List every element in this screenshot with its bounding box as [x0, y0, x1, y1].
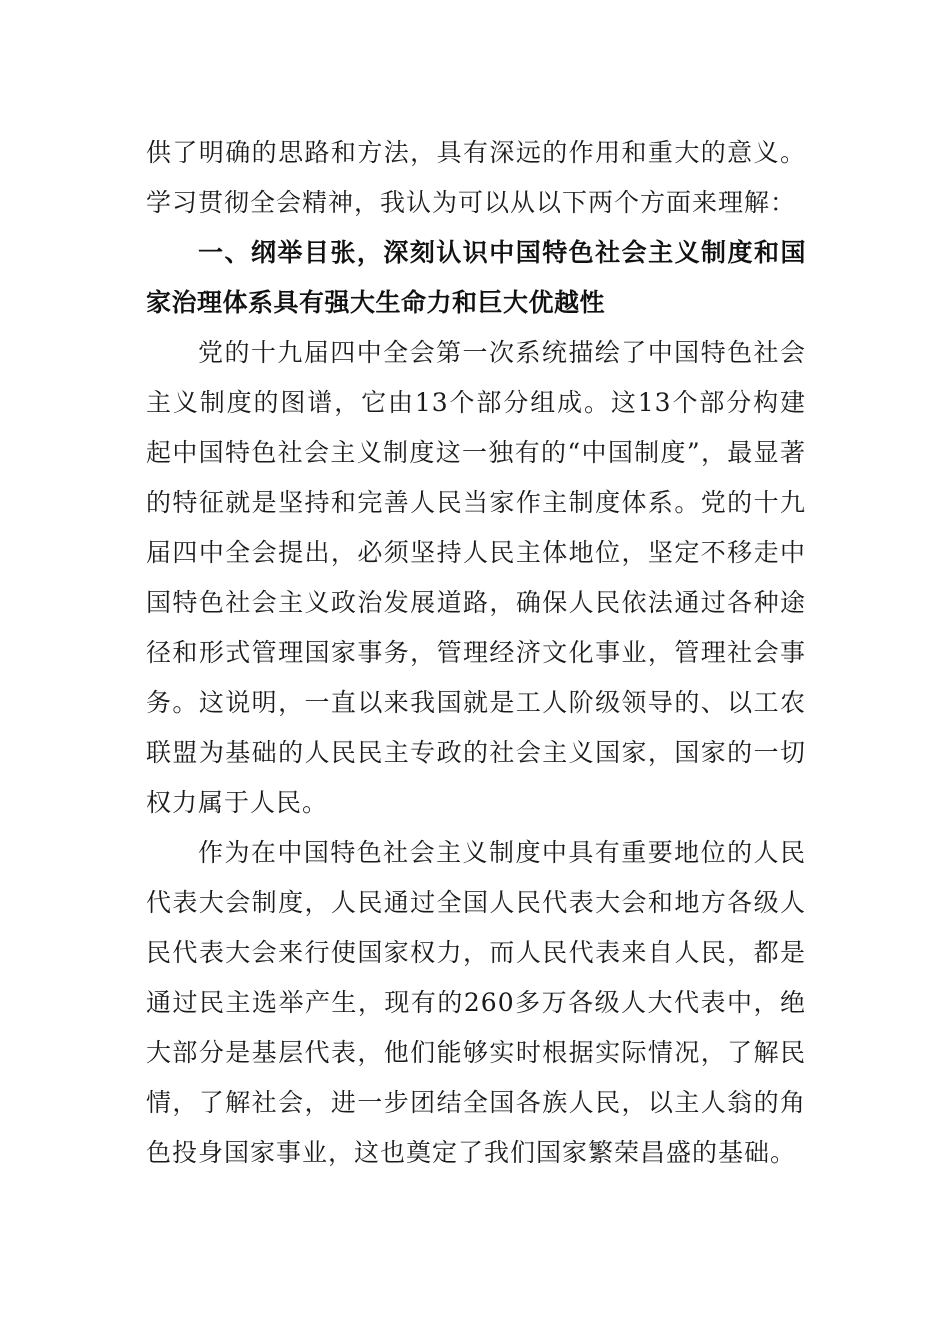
document-body	[146, 128, 806, 1178]
body-paragraph-2: 作为在中国特色社会主义制度中具有重要地位的人民代表大会制度，人民通过全国人民代表大会和地方各级人民代表大会来行使国家权力，而人民代表来自人民，都是通过民主选举产生，现有的260多万各级人大代表中，绝大部分是基层代表，他们能够实时根据实际情况，了解民情，了解社会，进一步团结全国各族人民，以主人翁的角色投身国家事业，这也奠定了我们国家繁荣昌盛的基础。	[146, 838, 806, 1167]
section-heading: 一、纲举目张，深刻认识中国特色社会主义制度和国家治理体系具有强大生命力和巨大优越性	[146, 238, 806, 317]
intro-paragraph: 供了明确的思路和方法，具有深远的作用和重大的意义。学习贯彻全会精神，我认为可以从以下两个方面来理解：	[146, 138, 806, 217]
body-paragraph-1: 党的十九届四中全会第一次系统描绘了中国特色社会主义制度的图谱，它由13个部分组成。这13个部分构建起中国特色社会主义制度这一独有的“中国制度”，最显著的特征就是坚持和完善人民当家作主制度体系。党的十九届四中全会提出，必须坚持人民主体地位，坚定不移走中国特色社会主义政治发展道路，确保人民依法通过各种途径和形式管理国家事务，管理经济文化事业，管理社会事务。这说明，一直以来我国就是工人阶级领导的、以工农联盟为基础的人民民主专政的社会主义国家，国家的一切权力属于人民。	[146, 338, 806, 817]
